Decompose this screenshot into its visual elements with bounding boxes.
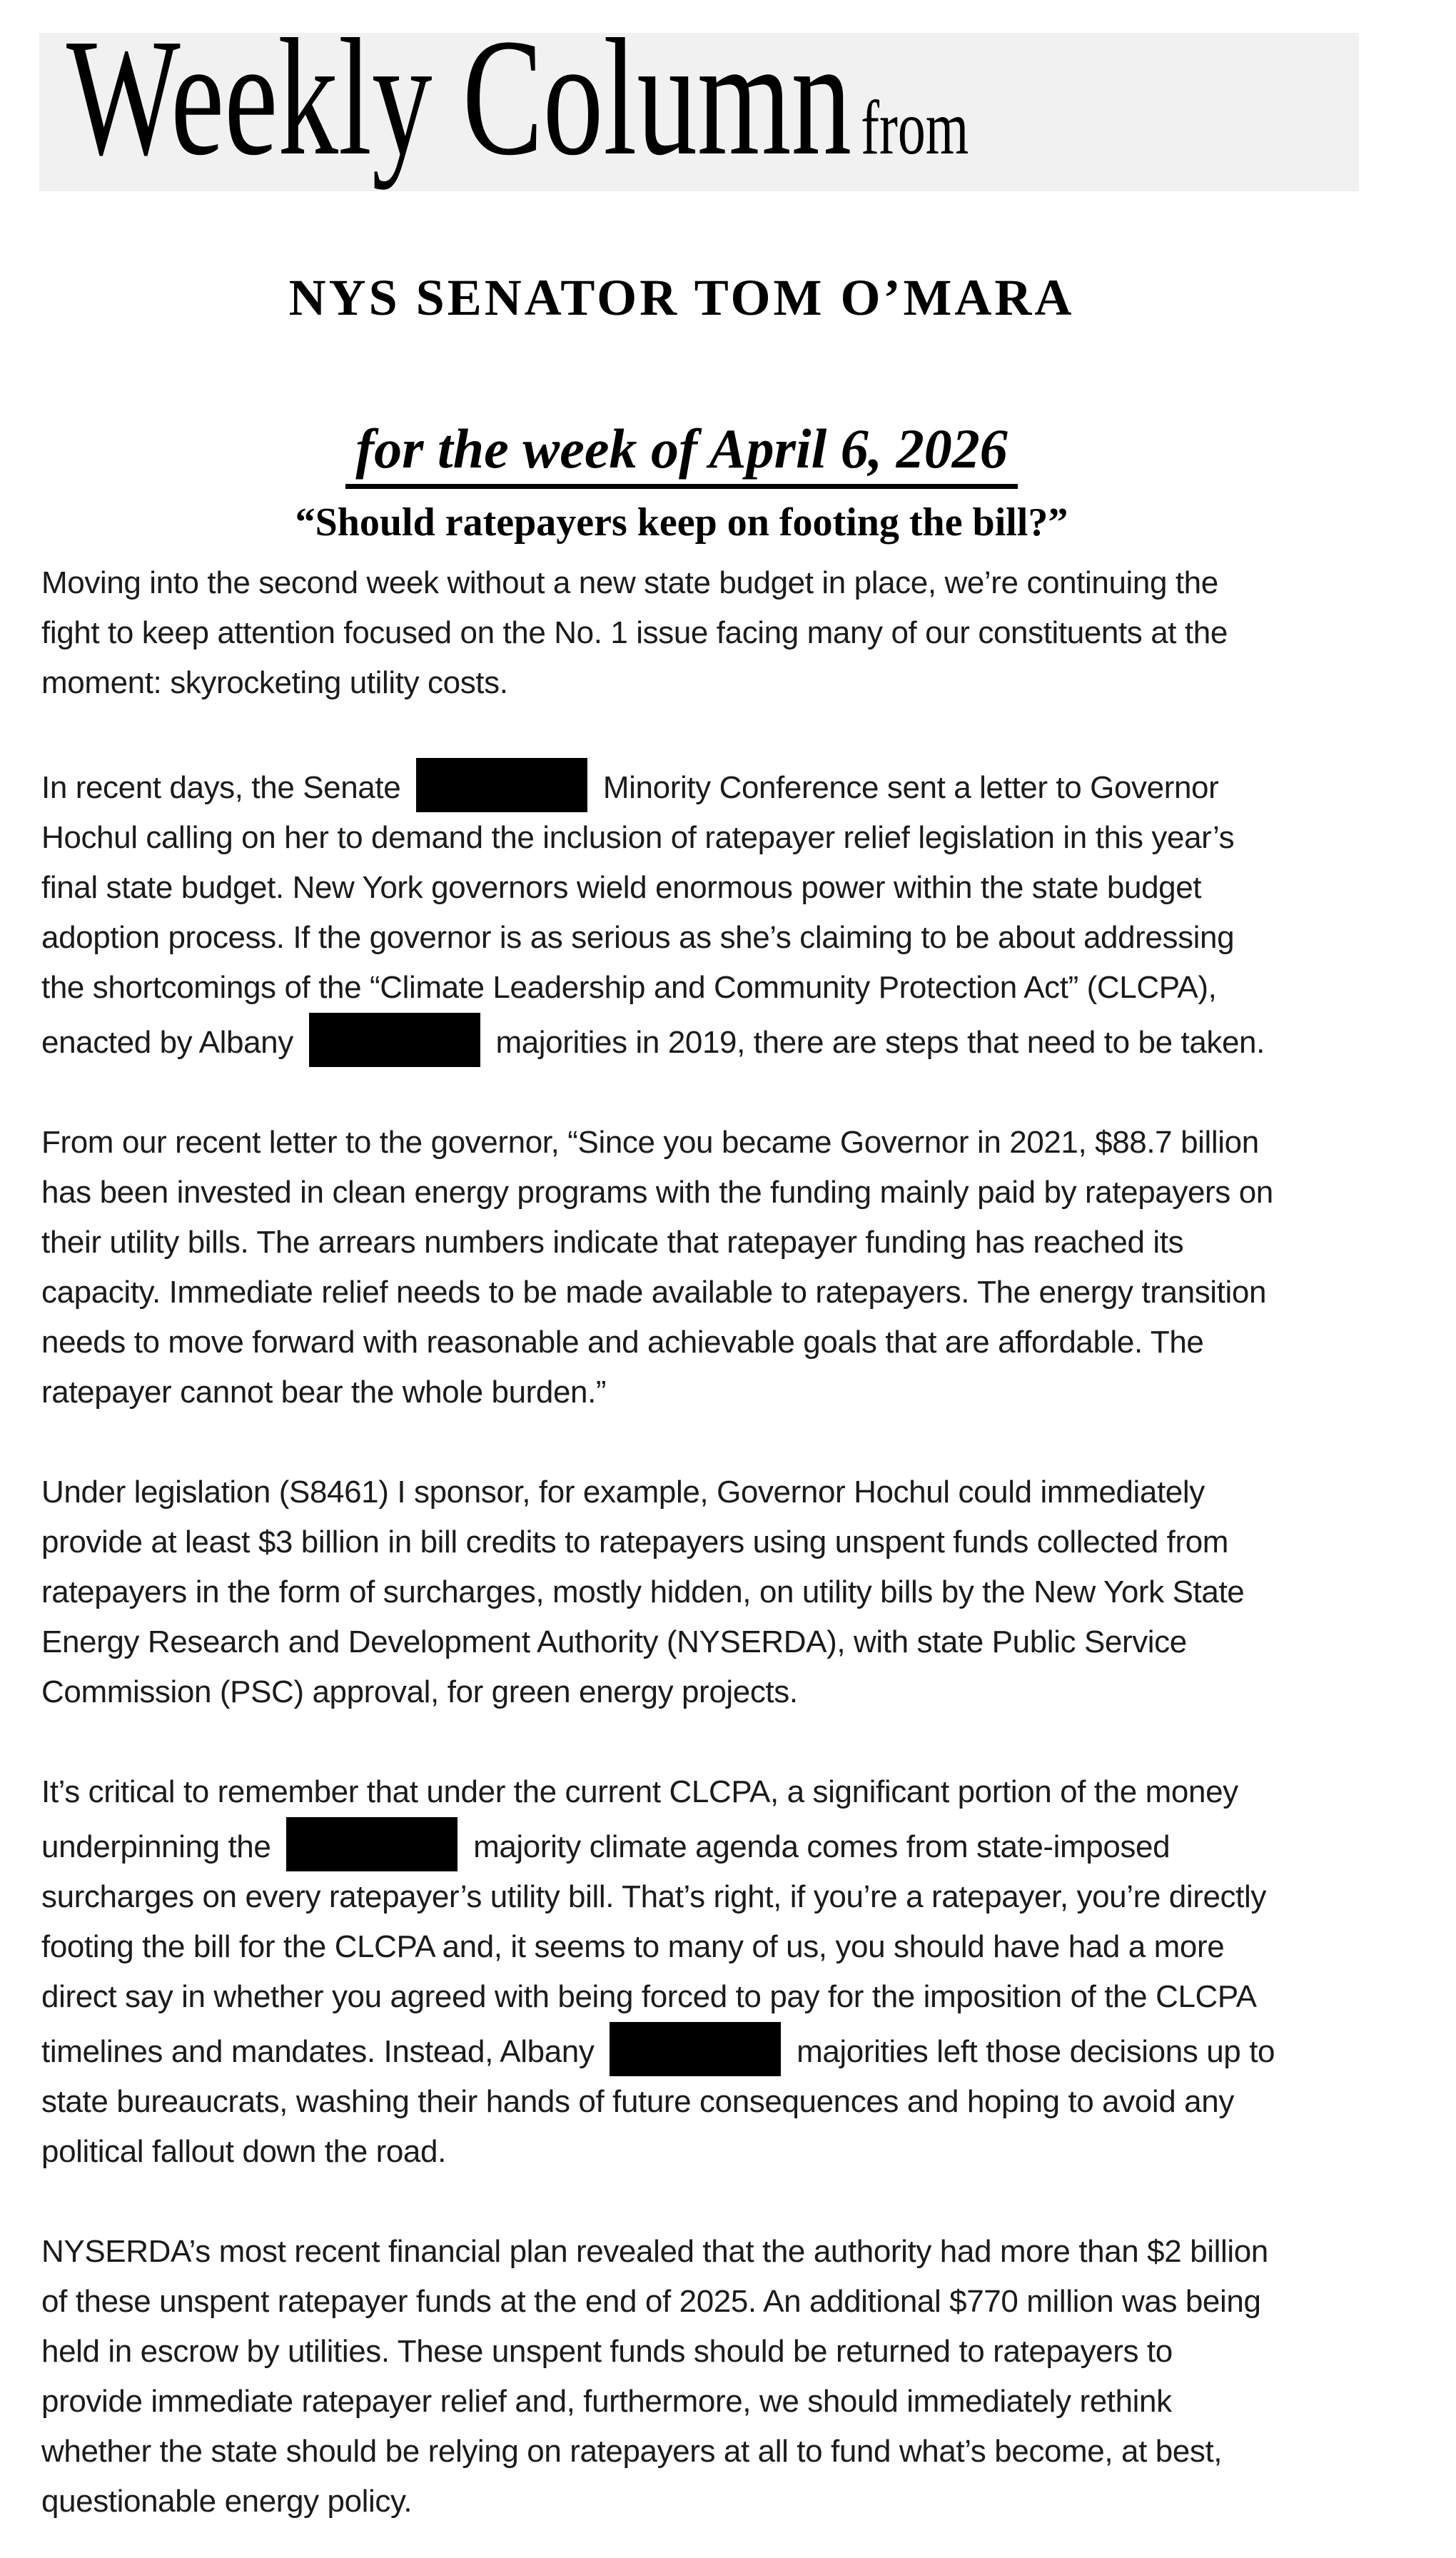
- body-line: timelines and mandates. Instead, Albany majorities left those decisions up to: [41, 2022, 1427, 2077]
- week-heading: for the week of April 6, 2026: [345, 421, 1018, 489]
- redaction-box: [610, 2022, 781, 2076]
- paragraph: [41, 1118, 1427, 1417]
- body-line: Moving into the second week without a new state budget in place, we’re continuing the: [41, 565, 1218, 600]
- paragraph: [41, 1767, 1427, 2177]
- body-line: capacity. Immediate relief needs to be made available to ratepayers. The energy transition: [41, 1275, 1267, 1310]
- paragraph: [41, 558, 1427, 708]
- body-line: Commission (PSC) approval, for green energy projects.: [41, 1674, 798, 1709]
- masthead-suffix: from: [861, 86, 969, 171]
- body-line: needs to move forward with reasonable and achievable goals that are affordable. The: [41, 1325, 1204, 1360]
- body-line: direct say in whether you agreed with being forced to pay for the imposition of the CLCPA: [41, 1979, 1257, 2014]
- body-line: final state budget. New York governors wield enormous power within the state budget: [41, 870, 1202, 905]
- body-line: state bureaucrats, washing their hands of future consequences and hoping to avoid any: [41, 2084, 1234, 2119]
- body-line: political fallout down the road.: [41, 2134, 446, 2169]
- senator-heading: NYS SENATOR TOM O’MARA: [288, 269, 1075, 326]
- body-line: ratepayer cannot bear the whole burden.”: [41, 1375, 607, 1410]
- body-line: NYSERDA’s most recent financial plan revealed that the authority had more than $2 billion: [41, 2234, 1268, 2269]
- body-line: has been invested in clean energy programs with the funding mainly paid by ratepayers on: [41, 1175, 1273, 1210]
- body-line: of these unspent ratepayer funds at the end of 2025. An additional $770 million was being: [41, 2284, 1261, 2319]
- masthead: [66, 4, 969, 191]
- body-line: surcharges on every ratepayer’s utility bill. That’s right, if you’re a ratepayer, you’re directly: [41, 1879, 1266, 1914]
- paragraph: [41, 758, 1427, 1068]
- body-line: underpinning the majority climate agenda comes from state-imposed: [41, 1817, 1427, 1872]
- body-line: whether the state should be relying on ratepayers at all to fund what’s become, at best,: [41, 2434, 1223, 2469]
- body-line: From our recent letter to the governor, “Since you became Governor in 2021, $88.7 billion: [41, 1125, 1259, 1160]
- body-line: provide at least $3 billion in bill credits to ratepayers using unspent funds collected from: [41, 1525, 1229, 1559]
- body-line: questionable energy policy.: [41, 2484, 413, 2519]
- week-heading-row: [39, 418, 1324, 489]
- body-line: footing the bill for the CLCPA and, it seems to many of us, you should have had a more: [41, 1929, 1225, 1964]
- paragraph: [41, 1467, 1427, 1717]
- body-line: Hochul calling on her to demand the inclusion of ratepayer relief legislation in this year’s: [41, 820, 1235, 855]
- masthead-title: Weekly Column: [66, 4, 852, 190]
- body-line: adoption process. If the governor is as serious as she’s claiming to be about addressing: [41, 920, 1235, 955]
- masthead-banner: [39, 4, 1359, 191]
- body-line: provide immediate ratepayer relief and, furthermore, we should immediately rethink: [41, 2384, 1172, 2419]
- redaction-box: [286, 1817, 457, 1871]
- redaction-box: [416, 758, 587, 812]
- body-line: their utility bills. The arrears numbers indicate that ratepayer funding has reached its: [41, 1225, 1184, 1260]
- paragraph: [41, 2227, 1427, 2527]
- body-line: Energy Research and Development Authority (NYSERDA), with state Public Service: [41, 1624, 1187, 1659]
- body-line: enacted by Albany majorities in 2019, there are steps that need to be taken.: [41, 1013, 1427, 1068]
- body-line: moment: skyrocketing utility costs.: [41, 665, 508, 700]
- body-line: the shortcomings of the “Climate Leadership and Community Protection Act” (CLCPA),: [41, 970, 1217, 1005]
- body-line: held in escrow by utilities. These unspent funds should be returned to ratepayers to: [41, 2334, 1173, 2369]
- body-line: Under legislation (S8461) I sponsor, for example, Governor Hochul could immediately: [41, 1475, 1205, 1510]
- headline-heading: “Should ratepayers keep on footing the bill?”: [295, 500, 1068, 545]
- body-line: ratepayers in the form of surcharges, mostly hidden, on utility bills by the New York State: [41, 1574, 1245, 1609]
- body-line: In recent days, the Senate Minority Conference sent a letter to Governor: [41, 758, 1427, 813]
- body-line: fight to keep attention focused on the No. 1 issue facing many of our constituents at the: [41, 615, 1228, 650]
- body-line: It’s critical to remember that under the current CLCPA, a significant portion of the money: [41, 1774, 1238, 1809]
- article-body: [41, 558, 1427, 2527]
- redaction-box: [309, 1013, 480, 1067]
